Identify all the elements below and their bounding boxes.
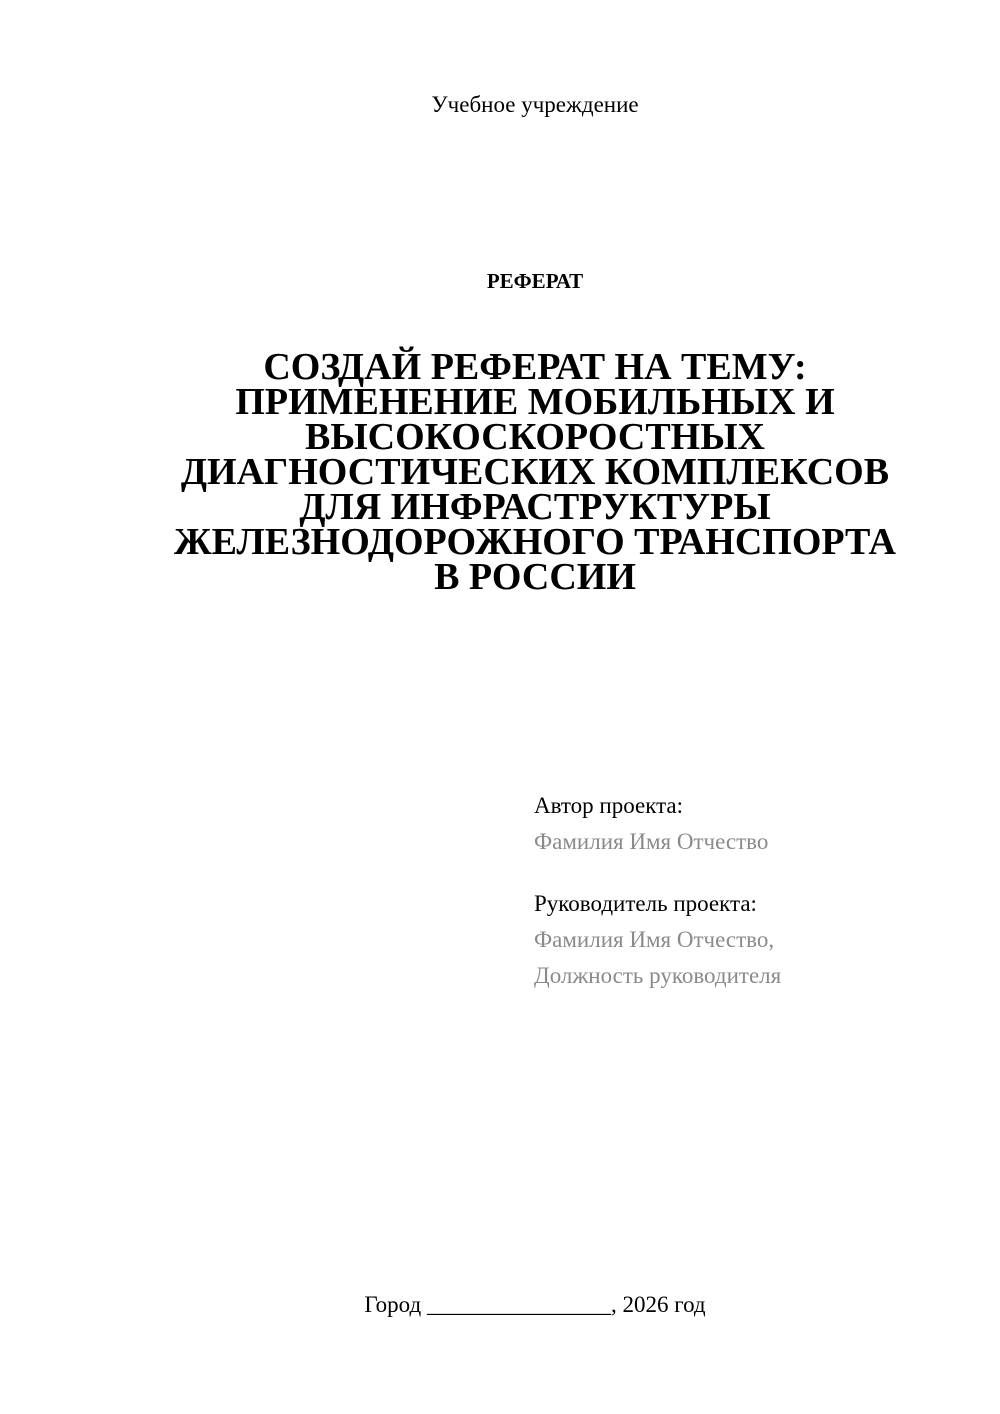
credits-block <box>534 788 974 994</box>
supervisor-position: Должность руководителя <box>534 963 782 988</box>
document-title <box>150 346 920 598</box>
title-line: ВЫСОКОСКОРОСТНЫХ <box>304 416 765 458</box>
document-type: РЕФЕРАТ <box>486 269 584 293</box>
title-line: ЖЕЛЕЗНОДОРОЖНОГО ТРАНСПОРТА <box>174 521 896 563</box>
title-line: СОЗДАЙ РЕФЕРАТ НА ТЕМУ: <box>263 346 807 388</box>
supervisor-label: Руководитель проекта: <box>534 891 757 916</box>
title-line: В РОССИИ <box>434 556 636 598</box>
author-label: Автор проекта: <box>534 793 683 818</box>
city-year-footer: Город ________________, 2026 год <box>364 1292 706 1317</box>
title-line: ПРИМЕНЕНИЕ МОБИЛЬНЫХ И <box>235 381 835 423</box>
credits-spacer <box>534 860 974 886</box>
institution-name: Учебное учреждение <box>431 92 639 117</box>
author-name: Фамилия Имя Отчество <box>534 829 769 854</box>
supervisor-name: Фамилия Имя Отчество, <box>534 927 775 952</box>
title-line: ДИАГНОСТИЧЕСКИХ КОМПЛЕКСОВ <box>180 451 890 493</box>
title-line: ДЛЯ ИНФРАСТРУКТУРЫ <box>299 486 771 528</box>
